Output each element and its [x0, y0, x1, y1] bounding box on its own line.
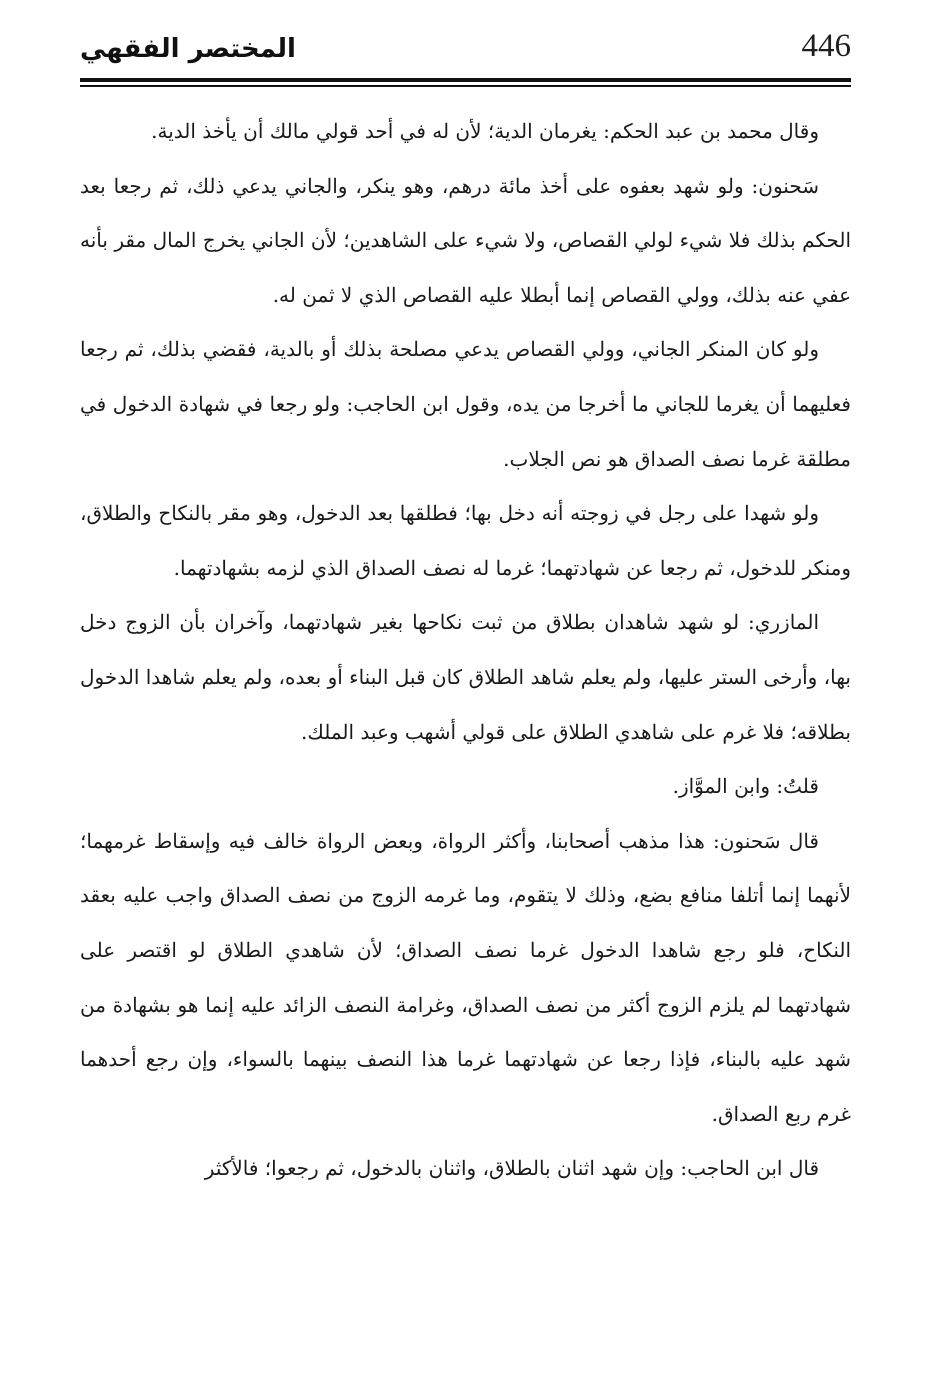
page-number: 446 [801, 28, 851, 64]
paragraph: ولو شهدا على رجل في زوجته أنه دخل بها؛ فطلقها بعد الدخول، وهو مقر بالنكاح والطلاق، ومنكر للدخول، ثم رجعا عن شهادتهما؛ غرما له نصف الصداق الذي لزمه بشهادتهما. [80, 501, 851, 580]
page-header [80, 18, 851, 80]
paragraph: قال سَحنون: هذا مذهب أصحابنا، وأكثر الرواة، وبعض الرواة خالف فيه وإسقاط غرمهما؛ لأنهما إنما أتلفا منافع بضع، وذلك لا يتقوم، وما غرمه الزوج من نصف الصداق واجب عليه بعقد النكاح، فلو رجع شاهدا الدخول غرما نصف الصداق؛ لأن شاهدي الطلاق لو اقتصر على شهادتهما لم يلزم الزوج أكثر من نصف الصداق، وغرامة النصف الزائد عليه إنما هو بشهادة من شهد عليه بالبناء، فإذا رجعا عن شهادتهما غرما هذا النصف بينهما بالسواء، وإن رجع أحدهما غرم ربع الصداق. [80, 828, 851, 1126]
running-title: المختصر الفقهي [80, 34, 296, 64]
body-text [80, 104, 851, 1196]
paragraph: ولو كان المنكر الجاني، وولي القصاص يدعي مصلحة بذلك أو بالدية، فقضي بذلك، ثم رجعا فعليهما أن يغرما للجاني ما أخرجا من يده، وقول ابن الحاجب: ولو رجعا في شهادة الدخول في مطلقة غرما نصف الصداق هو نص الجلاب. [80, 337, 851, 471]
header-rule-thick [80, 78, 851, 82]
paragraph: المازري: لو شهد شاهدان بطلاق من ثبت نكاحها بغير شهادتهما، وآخران بأن الزوج دخل بها، وأرخى الستر عليها، ولم يعلم شاهد الطلاق كان قبل البناء أو بعده، ولم يعلم شاهدا الدخول بطلاقه؛ فلا غرم على شاهدي الطلاق على قولي أشهب وعبد الملك. [80, 610, 851, 744]
paragraph: سَحنون: ولو شهد بعفوه على أخذ مائة درهم، وهو ينكر، والجاني يدعي ذلك، ثم رجعا بعد الحكم بذلك فلا شيء لولي القصاص، ولا شيء على الشاهدين؛ لأن الجاني يخرج المال مقر بأنه عفي عنه بذلك، وولي القصاص إنما أبطلا عليه القصاص الذي لا ثمن له. [80, 173, 851, 307]
paragraph: وقال محمد بن عبد الحكم: يغرمان الدية؛ لأن له في أحد قولي مالك أن يأخذ الدية. [151, 119, 819, 143]
paragraph: قال ابن الحاجب: وإن شهد اثنان بالطلاق، واثنان بالدخول، ثم رجعوا؛ فالأكثر [204, 1156, 819, 1181]
paragraph: قلتُ: وابن الموَّاز. [672, 774, 819, 799]
header-rule-thin [80, 85, 851, 87]
